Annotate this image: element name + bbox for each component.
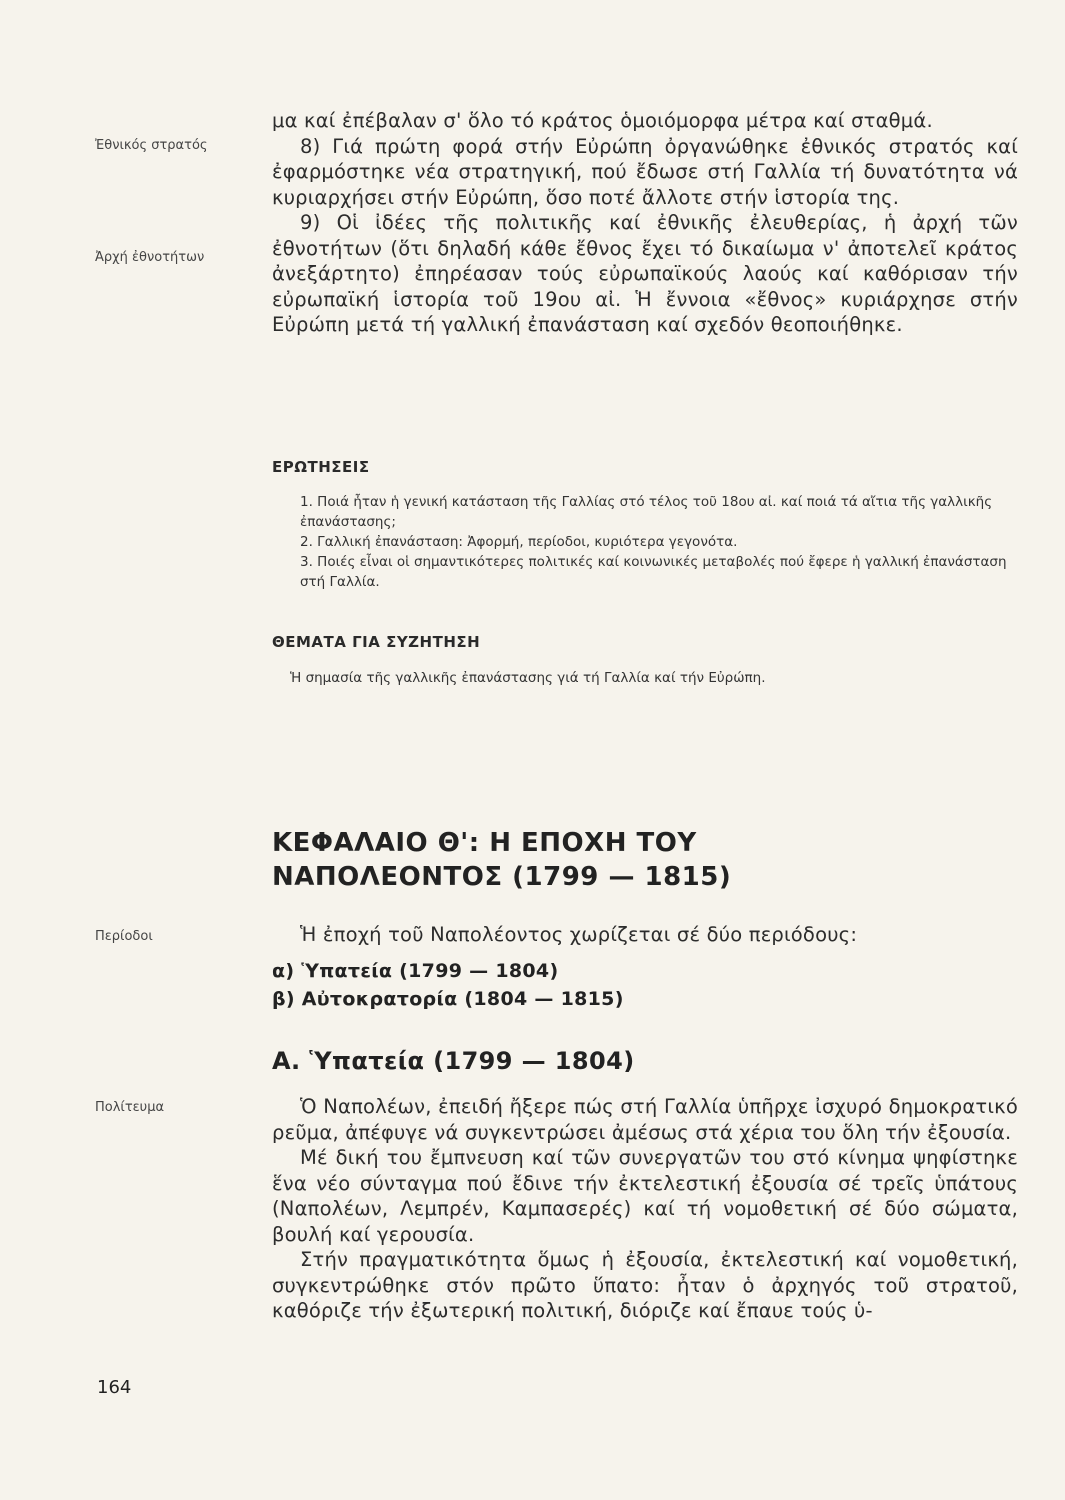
margin-note-polity: Πολίτευμα — [95, 1100, 165, 1115]
margin-note-national-army: Ἐθνικός στρατός — [95, 138, 208, 153]
question-item: 2. Γαλλική ἐπανάσταση: Ἀφορμή, περίοδοι, κυριότερα γεγονότα. — [300, 534, 738, 550]
page-number: 164 — [97, 1377, 132, 1398]
margin-note-periods: Περίοδοι — [95, 929, 153, 944]
chapter-intro — [272, 922, 1018, 948]
section-a-paragraph: Στήν πραγματικότητα ὅμως ἡ ἐξουσία, ἐκτελεστική καί νομοθετική, συγκεντρώθηκε στόν πρῶτο ὕπατο: ἦταν ὁ ἀρχηγός τοῦ στρατοῦ, καθόριζε τήν ἐξωτερική πολιτική, διόριζε καί ἔπαυε τούς ὑ- — [272, 1248, 1018, 1322]
period-a: α) Ὑπατεία (1799 — 1804) — [272, 960, 559, 982]
section-a-paragraph: Μέ δική του ἔμπνευση καί τῶν συνεργατῶν του στό κίνημα ψηφίστηκε ἕνα νέο σύνταγμα πού ἔδινε τήν ἐκτελεστική ἐξουσία σέ τρεῖς ὑπάτους (Ναπολέων, Λεμπρέν, Καμπασερές) καί τή νομοθετική σέ δύο σώματα, βουλή καί γερουσία. — [272, 1146, 1018, 1246]
chapter-title-line-1: ΚΕΦΑΛΑΙΟ Θ': Η ΕΠΟΧΗ ΤΟΥ — [272, 828, 697, 858]
discussion-topic: Ἡ σημασία τῆς γαλλικῆς ἐπανάστασης γιά τή Γαλλία καί τήν Εὐρώπη. — [290, 670, 766, 686]
section-a-body — [272, 1094, 1018, 1324]
point-9-paragraph: 9) Οἱ ἰδέες τῆς πολιτικῆς καί ἐθνικῆς ἐλευθερίας, ἡ ἀρχή τῶν ἐθνοτήτων (ὅτι δηλαδή κάθε ἔθνος ἔχει τό δικαίωμα ν' ἀποτελεῖ κράτος ἀνεξάρτητο) ἐπηρέασαν τούς εὐρωπαϊκούς λαούς καί καθόρισαν τήν εὐρωπαϊκή ἱστορία τοῦ 19ου αἰ. Ἡ ἔννοια «ἔθνος» κυριάρχησε στήν Εὐρώπη μετά τή γαλλική ἐπανάσταση καί σχεδόν θεοποιήθηκε. — [272, 211, 1018, 336]
chapter-intro-text: Ἡ ἐποχή τοῦ Ναπολέοντος χωρίζεται σέ δύο περιόδους: — [300, 923, 858, 946]
point-8-paragraph: 8) Γιά πρώτη φορά στήν Εὐρώπη ὀργανώθηκε ἐθνικός στρατός καί ἐφαρμόστηκε νέα στρατηγική, πού ἔδωσε στή Γαλλία τή δυνατότητα νά κυριαρχήσει στήν Εὐρώπη, ὅσο ποτέ ἄλλοτε στήν ἱστορία της. — [272, 134, 1018, 209]
questions-heading: ΕΡΩΤΗΣΕΙΣ — [272, 458, 370, 476]
question-item: 3. Ποιές εἶναι οἱ σημαντικότερες πολιτικές καί κοινωνικές μεταβολές πού ἔφερε ἡ γαλλική ἐπανάσταση στή Γαλλία. — [300, 554, 1007, 590]
discussion-heading: ΘΕΜΑΤΑ ΓΙΑ ΣΥΖΗΤΗΣΗ — [272, 633, 481, 651]
continuation-line: μα καί ἐπέβαλαν σ' ὅλο τό κράτος ὁμοιόμορφα μέτρα καί σταθμά. — [272, 109, 933, 132]
margin-note-nationality-principle: Ἀρχή ἐθνοτήτων — [95, 250, 205, 265]
top-text-block — [272, 108, 1018, 338]
section-a-paragraph: Ὁ Ναπολέων, ἐπειδή ἤξερε πώς στή Γαλλία ὑπῆρχε ἰσχυρό δημοκρατικό ρεῦμα, ἀπέφυγε νά συγκεντρώσει ἀμέσως στά χέρια του ὅλη τήν ἐξουσία. — [272, 1095, 1018, 1144]
section-a-title: Α. Ὑπατεία (1799 — 1804) — [272, 1047, 635, 1075]
question-item: 1. Ποιά ἦταν ἡ γενική κατάσταση τῆς Γαλλίας στό τέλος τοῦ 18ου αἰ. καί ποιά τά αἴτια τῆς γαλλικῆς ἐπανάστασης; — [300, 494, 993, 530]
chapter-title-line-2: ΝΑΠΟΛΕΟΝΤΟΣ (1799 — 1815) — [272, 862, 732, 892]
chapter-title — [272, 826, 1012, 894]
questions-list — [272, 492, 1018, 592]
period-b: β) Αὐτοκρατορία (1804 — 1815) — [272, 988, 624, 1010]
